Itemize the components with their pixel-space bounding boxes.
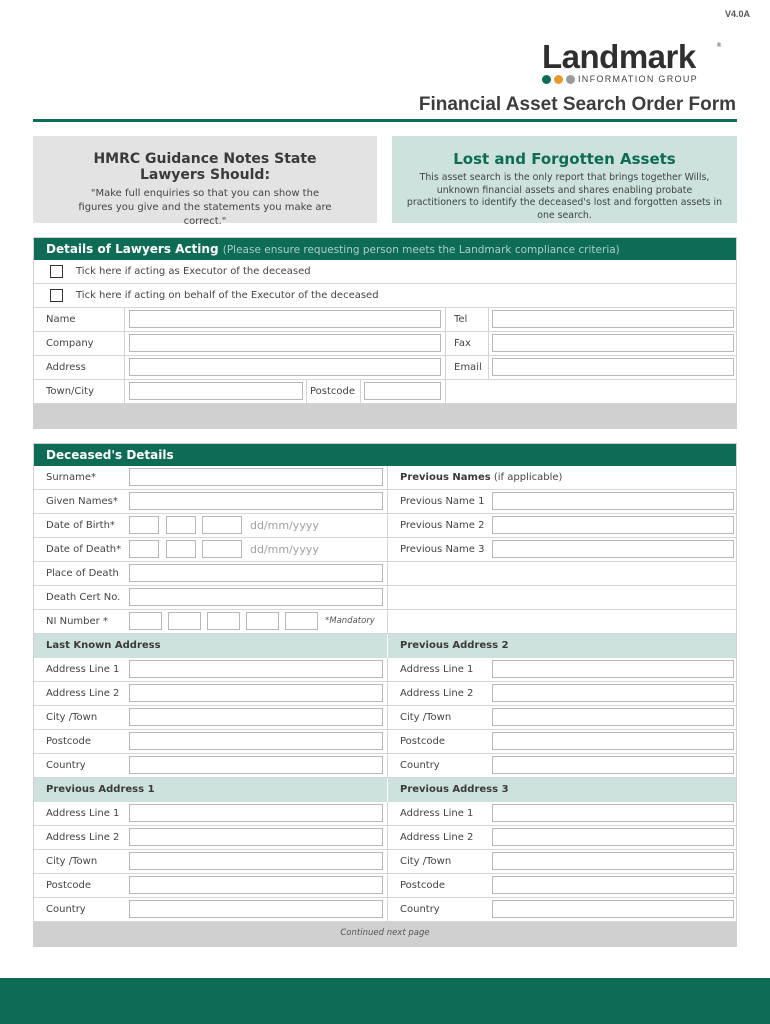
- ni-number-input-3[interactable]: [207, 612, 240, 630]
- prev1-line-1-label: Address Line 1: [46, 808, 120, 819]
- fax-label: Fax: [454, 338, 471, 349]
- prev3-line-2-input[interactable]: [492, 828, 734, 846]
- prev1-country-label: Country: [46, 904, 86, 915]
- company-label: Company: [46, 338, 94, 349]
- prev3-country-label: Country: [400, 904, 440, 915]
- logo-subtitle: INFORMATION GROUP: [578, 74, 698, 84]
- logo-dot-grey: [566, 75, 575, 84]
- place-of-death-input[interactable]: [129, 564, 383, 582]
- prev1-city-input[interactable]: [129, 852, 383, 870]
- lost-assets-title: Lost and Forgotten Assets: [453, 150, 676, 168]
- place-of-death-row: [34, 562, 736, 586]
- logo-wordmark: Landmark: [542, 38, 696, 75]
- prev3-line-2-label: Address Line 2: [400, 832, 474, 843]
- lawyers-heading-text: Details of Lawyers Acting: [46, 242, 219, 256]
- dob-year-input[interactable]: [202, 516, 242, 534]
- dob-month-input[interactable]: [166, 516, 196, 534]
- address-label: Address: [46, 362, 86, 373]
- name-input[interactable]: [129, 310, 441, 328]
- last-known-postcode-input[interactable]: [129, 732, 383, 750]
- address-input[interactable]: [129, 358, 441, 376]
- hmrc-guidance-box: [33, 136, 377, 227]
- prev2-city-label: City /Town: [400, 712, 452, 723]
- deceased-section-heading: Deceased's Details: [34, 444, 736, 466]
- lost-assets-text: This asset search is the only report that brings together Wills, unknown financial assets and shares enabling probate practitioners to identify the deceased's lost and forgotten assets in one search.: [406, 172, 723, 221]
- prev2-line-1-label: Address Line 1: [400, 664, 474, 675]
- executor-checkbox-label: Tick here if acting as Executor of the deceased: [76, 266, 311, 277]
- prev3-postcode-label: Postcode: [400, 880, 446, 891]
- last-known-country-input[interactable]: [129, 756, 383, 774]
- place-of-death-label: Place of Death: [46, 568, 119, 579]
- tel-label: Tel: [454, 314, 468, 325]
- previous-name-3-input[interactable]: [492, 540, 734, 558]
- country-row-b: [34, 898, 736, 922]
- email-input[interactable]: [492, 358, 734, 376]
- dod-placeholder: dd/mm/yyyy: [250, 543, 319, 556]
- prev3-city-label: City /Town: [400, 856, 452, 867]
- address-subheader-1: [34, 634, 736, 658]
- prev1-line-2-label: Address Line 2: [46, 832, 120, 843]
- executor-checkbox-row: [34, 260, 736, 284]
- lawyer-postcode-label: Postcode: [310, 386, 356, 397]
- previous-name-1-input[interactable]: [492, 492, 734, 510]
- postcode-row-a: [34, 730, 736, 754]
- ni-number-input-1[interactable]: [129, 612, 162, 630]
- behalf-checkbox-label: Tick here if acting on behalf of the Executor of the deceased: [76, 290, 379, 301]
- version-label: V4.0A: [724, 9, 750, 19]
- dob-row: [34, 514, 736, 538]
- prev1-line-1-input[interactable]: [129, 804, 383, 822]
- prev2-country-input[interactable]: [492, 756, 734, 774]
- last-known-line-2-input[interactable]: [129, 684, 383, 702]
- company-row: [34, 332, 736, 356]
- behalf-checkbox-row: [34, 284, 736, 308]
- hmrc-guidance-quote: "Make full enquiries so that you can show the figures you give and the statements you make are correct.": [78, 188, 332, 227]
- previous-address-2-heading: Previous Address 2: [400, 640, 509, 651]
- previous-names-note: (if applicable): [490, 472, 563, 483]
- prev2-country-label: Country: [400, 760, 440, 771]
- footer-bar: [0, 978, 770, 1024]
- executor-checkbox[interactable]: [50, 265, 63, 278]
- last-known-line-2-label: Address Line 2: [46, 688, 120, 699]
- address-subheader-2: [34, 778, 736, 802]
- address-line-2-row-b: [34, 826, 736, 850]
- prev3-postcode-input[interactable]: [492, 876, 734, 894]
- dod-label: Date of Death*: [46, 544, 122, 555]
- prev2-line-2-label: Address Line 2: [400, 688, 474, 699]
- ni-number-label: NI Number *: [46, 616, 108, 627]
- name-label: Name: [46, 314, 76, 325]
- address-line-1-row-a: [34, 658, 736, 682]
- ni-number-input-2[interactable]: [168, 612, 201, 630]
- title-rule: [33, 119, 737, 122]
- ni-number-input-5[interactable]: [285, 612, 318, 630]
- last-known-line-1-label: Address Line 1: [46, 664, 120, 675]
- lawyers-heading-note: (Please ensure requesting person meets the Landmark compliance criteria): [222, 244, 620, 256]
- address-line-1-row-b: [34, 802, 736, 826]
- dod-row: [34, 538, 736, 562]
- prev3-line-1-input[interactable]: [492, 804, 734, 822]
- dod-month-input[interactable]: [166, 540, 196, 558]
- tel-input[interactable]: [492, 310, 734, 328]
- lost-assets-box: [392, 136, 737, 223]
- prev2-line-1-input[interactable]: [492, 660, 734, 678]
- postcode-row-b: [34, 874, 736, 898]
- behalf-checkbox[interactable]: [50, 289, 63, 302]
- address-row: [34, 356, 736, 380]
- dob-label: Date of Birth*: [46, 520, 115, 531]
- hmrc-guidance-title: HMRC Guidance Notes State Lawyers Should:: [93, 151, 317, 183]
- previous-address-1-heading: Previous Address 1: [46, 784, 155, 795]
- lawyers-section-heading: [34, 238, 736, 260]
- prev1-line-2-input[interactable]: [129, 828, 383, 846]
- dob-day-input[interactable]: [129, 516, 159, 534]
- logo-dot-orange: [554, 75, 563, 84]
- given-names-label: Given Names*: [46, 496, 118, 507]
- death-cert-row: [34, 586, 736, 610]
- name-row: [34, 308, 736, 332]
- previous-name-2-input[interactable]: [492, 516, 734, 534]
- address-line-2-row-a: [34, 682, 736, 706]
- prev3-country-input[interactable]: [492, 900, 734, 918]
- surname-label: Surname*: [46, 472, 96, 483]
- last-known-address-heading: Last Known Address: [46, 640, 161, 651]
- ni-number-row: [34, 610, 736, 634]
- prev1-country-input[interactable]: [129, 900, 383, 918]
- mandatory-note: *Mandatory: [325, 616, 375, 626]
- prev3-line-1-label: Address Line 1: [400, 808, 474, 819]
- town-input[interactable]: [129, 382, 303, 400]
- prev2-postcode-label: Postcode: [400, 736, 446, 747]
- prev2-city-input[interactable]: [492, 708, 734, 726]
- death-cert-label: Death Cert No.: [46, 592, 121, 603]
- prev2-line-2-input[interactable]: [492, 684, 734, 702]
- company-input[interactable]: [129, 334, 441, 352]
- dob-placeholder: dd/mm/yyyy: [250, 519, 319, 532]
- ni-number-input-4[interactable]: [246, 612, 279, 630]
- prev1-postcode-label: Postcode: [46, 880, 92, 891]
- last-known-city-label: City /Town: [46, 712, 98, 723]
- logo-dots-icon: [542, 75, 575, 84]
- prev3-city-input[interactable]: [492, 852, 734, 870]
- dod-day-input[interactable]: [129, 540, 159, 558]
- prev1-city-label: City /Town: [46, 856, 98, 867]
- last-known-city-input[interactable]: [129, 708, 383, 726]
- continued-next-page: Continued next page: [34, 922, 736, 946]
- country-row-a: [34, 754, 736, 778]
- surname-input[interactable]: [129, 468, 383, 486]
- city-row-b: [34, 850, 736, 874]
- town-label: Town/City: [46, 386, 95, 397]
- prev2-postcode-input[interactable]: [492, 732, 734, 750]
- dod-year-input[interactable]: [202, 540, 242, 558]
- surname-row: [34, 466, 736, 490]
- given-names-input[interactable]: [129, 492, 383, 510]
- previous-names-bold: Previous Names: [400, 472, 491, 483]
- previous-name-3-label: Previous Name 3: [400, 544, 485, 555]
- deceased-section: [33, 443, 737, 947]
- previous-name-2-label: Previous Name 2: [400, 520, 485, 531]
- city-row-a: [34, 706, 736, 730]
- landmark-logo: [540, 38, 730, 86]
- form-title: Financial Asset Search Order Form: [418, 94, 736, 115]
- previous-name-1-label: Previous Name 1: [400, 496, 485, 507]
- previous-names-label: [400, 466, 562, 489]
- last-known-line-1-input[interactable]: [129, 660, 383, 678]
- last-known-country-label: Country: [46, 760, 86, 771]
- given-names-row: [34, 490, 736, 514]
- previous-address-3-heading: Previous Address 3: [400, 784, 509, 795]
- email-label: Email: [454, 362, 482, 373]
- prev1-postcode-input[interactable]: [129, 876, 383, 894]
- logo-dot-green: [542, 75, 551, 84]
- town-row: [34, 380, 736, 404]
- lawyers-section: [33, 237, 737, 429]
- lawyer-postcode-input[interactable]: [364, 382, 441, 400]
- death-cert-input[interactable]: [129, 588, 383, 606]
- last-known-postcode-label: Postcode: [46, 736, 92, 747]
- fax-input[interactable]: [492, 334, 734, 352]
- lawyers-section-footer-bar: [34, 404, 736, 428]
- logo-registered-mark: ®: [716, 42, 722, 49]
